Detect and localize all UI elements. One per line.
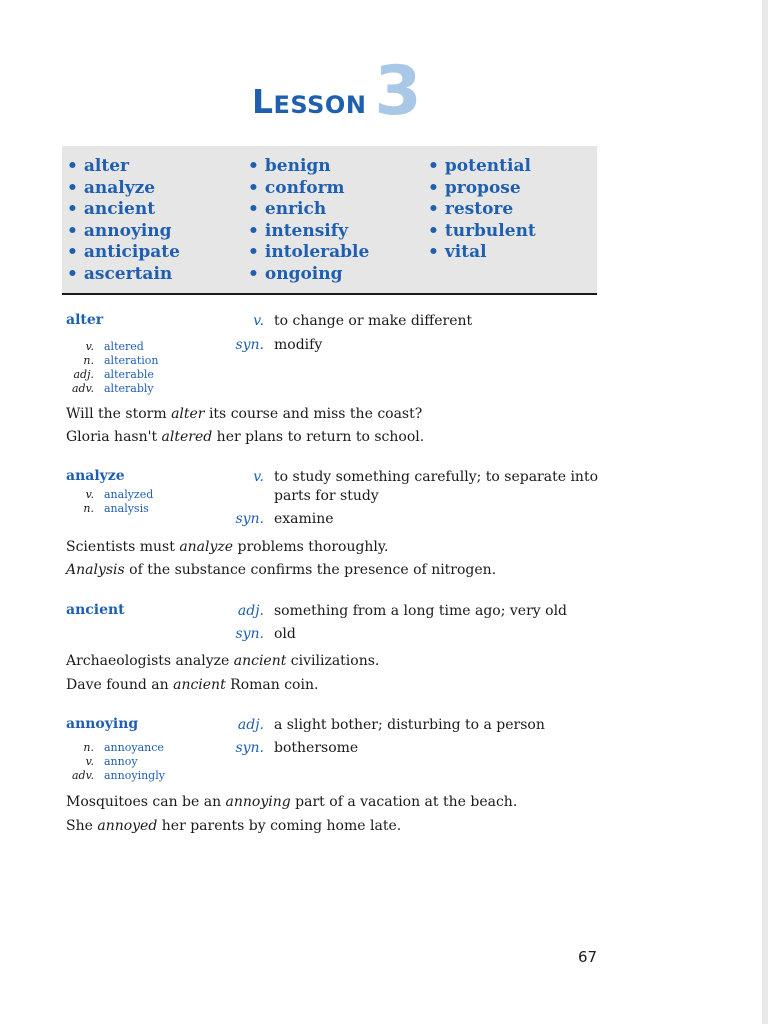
entry-definition bbox=[226, 468, 598, 506]
entry-headword: analyze bbox=[66, 468, 125, 484]
entry-definition bbox=[226, 716, 598, 735]
word-list-word: benign bbox=[264, 156, 331, 176]
synonym-text: examine bbox=[274, 511, 334, 527]
word-form-row bbox=[66, 755, 165, 769]
word-form-pos: v. bbox=[85, 755, 94, 768]
word-form-row bbox=[66, 769, 165, 783]
page-edge bbox=[762, 0, 768, 1024]
lesson-number: 3 bbox=[374, 52, 422, 131]
word-form-row bbox=[66, 741, 165, 755]
word-list-item bbox=[67, 199, 180, 221]
bullet-icon: • bbox=[67, 242, 78, 262]
word-list-word: conform bbox=[264, 177, 345, 198]
word-list-item bbox=[428, 199, 536, 221]
word-form-pos: adj. bbox=[73, 368, 94, 381]
bullet-icon: • bbox=[248, 156, 259, 176]
part-of-speech: v. bbox=[253, 469, 264, 485]
bullet-icon: • bbox=[428, 156, 439, 176]
word-list-word: potential bbox=[444, 156, 531, 176]
bullet-icon: • bbox=[67, 156, 78, 176]
bullet-icon: • bbox=[248, 242, 259, 262]
entry-synonym bbox=[226, 625, 598, 644]
word-list-word: analyze bbox=[83, 177, 156, 198]
word-list-item bbox=[428, 178, 536, 200]
word-list-word: restore bbox=[444, 199, 514, 219]
word-list-word: turbulent bbox=[444, 220, 536, 241]
word-form-word: annoyance bbox=[104, 741, 164, 754]
part-of-speech: adj. bbox=[237, 717, 264, 733]
synonym-label: syn. bbox=[235, 626, 264, 642]
word-list-item bbox=[67, 242, 180, 264]
word-list-word: ongoing bbox=[264, 263, 343, 284]
word-list-word: alter bbox=[83, 156, 129, 176]
bullet-icon: • bbox=[67, 177, 78, 198]
word-forms bbox=[66, 340, 158, 396]
word-list-word: propose bbox=[444, 177, 521, 198]
word-form-word: alterable bbox=[104, 368, 154, 381]
example-sentence: Gloria hasn't altered her plans to return to school. bbox=[66, 429, 425, 445]
word-form-row bbox=[66, 382, 158, 396]
word-form-pos: v. bbox=[85, 488, 94, 501]
definition-text: to change or make different bbox=[274, 313, 473, 329]
word-form-pos: n. bbox=[83, 741, 94, 754]
entry-analyze bbox=[66, 468, 599, 532]
entry-headword: ancient bbox=[66, 602, 125, 618]
word-column-2 bbox=[248, 156, 369, 285]
bullet-icon: • bbox=[248, 220, 259, 241]
word-list-word: enrich bbox=[264, 199, 327, 219]
bullet-icon: • bbox=[248, 177, 259, 198]
word-list-item bbox=[428, 221, 536, 243]
part-of-speech: adj. bbox=[237, 603, 264, 619]
bullet-icon: • bbox=[428, 199, 439, 219]
word-list-word: intolerable bbox=[264, 242, 370, 262]
word-list-item bbox=[428, 242, 536, 264]
synonym-label: syn. bbox=[235, 511, 264, 527]
word-list-item bbox=[67, 264, 180, 286]
definition-text: a slight bother; disturbing to a person bbox=[274, 717, 545, 733]
word-list-word: annoying bbox=[83, 220, 172, 241]
word-column-3 bbox=[428, 156, 536, 264]
word-list-item bbox=[248, 156, 369, 178]
page-number: 67 bbox=[578, 948, 598, 966]
word-list-word: ancient bbox=[83, 199, 156, 219]
entry-definition bbox=[226, 312, 598, 331]
entry-synonym bbox=[226, 336, 598, 355]
example-sentence: Analysis of the substance confirms the presence of nitrogen. bbox=[66, 562, 497, 578]
bullet-icon: • bbox=[248, 263, 259, 284]
definition-text: to study something carefully; to separate into parts for study bbox=[274, 469, 599, 504]
bullet-icon: • bbox=[248, 199, 259, 219]
synonym-label: syn. bbox=[235, 337, 264, 353]
word-list-item bbox=[67, 156, 180, 178]
lesson-title bbox=[252, 52, 422, 131]
word-list-item bbox=[248, 242, 369, 264]
word-form-word: analysis bbox=[104, 502, 149, 515]
bullet-icon: • bbox=[67, 263, 78, 284]
word-form-word: alterably bbox=[104, 382, 154, 395]
entry-ancient bbox=[66, 602, 596, 646]
word-list-item bbox=[248, 221, 369, 243]
part-of-speech: v. bbox=[253, 313, 264, 329]
example-sentence: Will the storm alter its course and miss the coast? bbox=[66, 406, 423, 422]
word-form-pos: n. bbox=[83, 354, 94, 367]
lesson-word-rest: ESSON bbox=[273, 91, 367, 119]
word-form-row bbox=[66, 354, 158, 368]
word-column-1 bbox=[67, 156, 180, 285]
word-list-item bbox=[248, 199, 369, 221]
entry-annoying bbox=[66, 716, 596, 784]
example-sentence: Dave found an ancient Roman coin. bbox=[66, 677, 319, 693]
word-form-word: annoyingly bbox=[104, 769, 165, 782]
synonym-text: old bbox=[274, 626, 296, 642]
word-list-item bbox=[67, 221, 180, 243]
word-list-item bbox=[67, 178, 180, 200]
entry-headword: annoying bbox=[66, 716, 139, 732]
example-sentence: She annoyed her parents by coming home late. bbox=[66, 818, 402, 834]
word-form-row bbox=[66, 488, 153, 502]
word-forms bbox=[66, 741, 165, 783]
word-list-word: intensify bbox=[264, 220, 348, 241]
entry-alter bbox=[66, 312, 596, 394]
synonym-label: syn. bbox=[235, 740, 264, 756]
example-sentence: Archaeologists analyze ancient civilizations. bbox=[66, 653, 380, 669]
word-list-word: anticipate bbox=[83, 242, 180, 262]
word-list-item bbox=[248, 178, 369, 200]
word-form-pos: v. bbox=[85, 340, 94, 353]
bullet-icon: • bbox=[428, 242, 439, 262]
vocabulary-word-box bbox=[62, 146, 597, 295]
synonym-text: modify bbox=[274, 337, 323, 353]
word-form-word: annoy bbox=[104, 755, 138, 768]
word-list-item bbox=[428, 156, 536, 178]
entry-synonym bbox=[226, 739, 598, 758]
word-form-row bbox=[66, 502, 153, 516]
bullet-icon: • bbox=[67, 199, 78, 219]
word-form-pos: n. bbox=[83, 502, 94, 515]
example-sentence: Mosquitoes can be an annoying part of a vacation at the beach. bbox=[66, 794, 518, 810]
word-list-item bbox=[248, 264, 369, 286]
word-form-word: analyzed bbox=[104, 488, 154, 501]
lesson-word-initial: L bbox=[252, 82, 274, 121]
word-form-row bbox=[66, 340, 158, 354]
synonym-text: bothersome bbox=[274, 740, 359, 756]
bullet-icon: • bbox=[428, 177, 439, 198]
lesson-word bbox=[252, 82, 367, 121]
word-form-word: altered bbox=[104, 340, 144, 353]
word-form-pos: adv. bbox=[71, 382, 94, 395]
bullet-icon: • bbox=[428, 220, 439, 241]
entry-synonym bbox=[226, 510, 598, 529]
word-form-word: alteration bbox=[104, 354, 159, 367]
word-forms bbox=[66, 488, 153, 516]
word-form-row bbox=[66, 368, 158, 382]
word-form-pos: adv. bbox=[71, 769, 94, 782]
example-sentence: Scientists must analyze problems thoroughly. bbox=[66, 539, 389, 555]
bullet-icon: • bbox=[67, 220, 78, 241]
entry-definition bbox=[226, 602, 598, 621]
word-list-word: ascertain bbox=[83, 263, 173, 284]
entry-headword: alter bbox=[66, 312, 104, 328]
word-list-word: vital bbox=[444, 242, 487, 262]
definition-text: something from a long time ago; very old bbox=[274, 603, 568, 619]
